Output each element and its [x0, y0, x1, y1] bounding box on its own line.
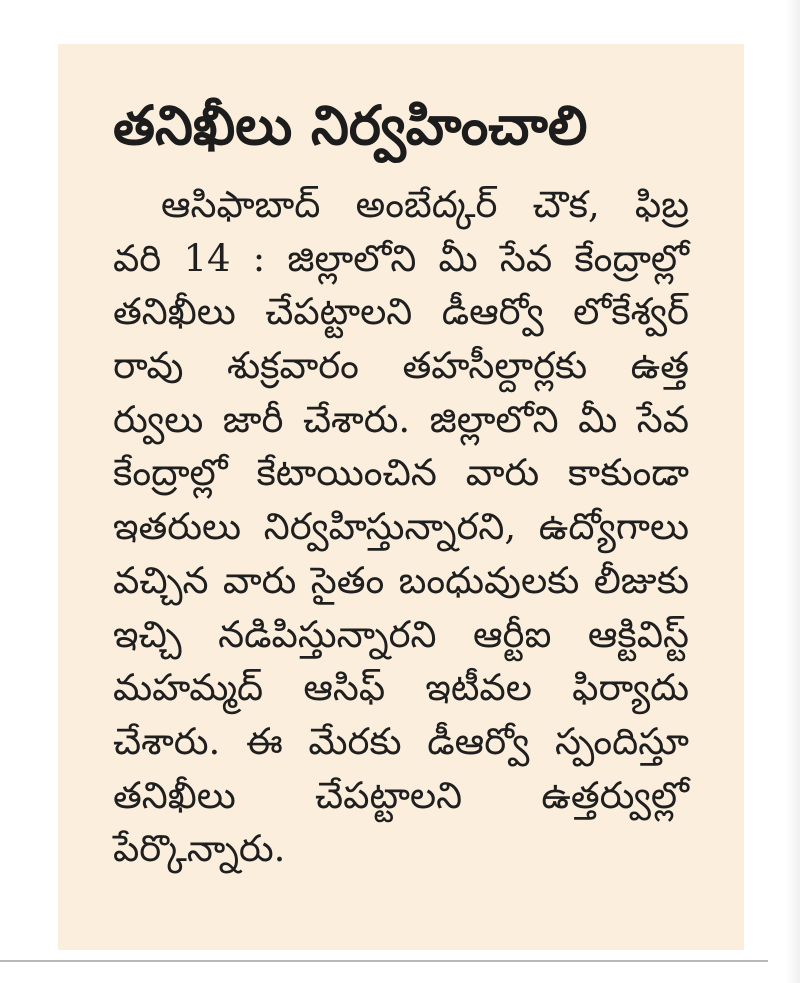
article-line: పేర్కొన్నారు. [113, 827, 286, 871]
bottom-divider [0, 960, 768, 962]
page-edge-shadow [786, 0, 800, 983]
article-line: వరి 14 : జిల్లాలోని మీ సేవ కేంద్రాల్లో [113, 236, 689, 280]
article-headline: తనిఖీలు నిర్వహించాలి [113, 94, 588, 157]
article-line: కేంద్రాల్లో కేటాయించిన వారు కాకుండా [113, 451, 689, 495]
article-line: ఆసిఫాబాద్ అంబేద్కర్ చౌక, ఫిబ్ర [161, 183, 689, 226]
article-line: మహమ్మద్ ఆసిఫ్ ఇటీవల ఫిర్యాదు [113, 666, 689, 710]
article-body [113, 178, 689, 876]
article-line: తనిఖీలు చేపట్టాలని డీఆర్వో లోకేశ్వర్ [113, 290, 689, 334]
article-line: తనిఖీలు చేపట్టాలని ఉత్తర్వుల్లో [113, 773, 689, 817]
article-line: ఇతరులు నిర్వహిస్తున్నారని, ఉద్యోగాలు [113, 505, 689, 549]
newspaper-clipping [58, 44, 744, 950]
article-line: వచ్చిన వారు సైతం బంధువులకు లీజుకు [113, 558, 689, 602]
article-line: ర్వులు జారీ చేశారు. జిల్లాలోని మీ సేవ [113, 397, 689, 441]
article-line: ఇచ్చి నడిపిస్తున్నారని ఆర్టీఐ ఆక్టివిస్ట్ [113, 612, 689, 656]
article-line: రావు శుక్రవారం తహసీల్దార్లకు ఉత్త [113, 344, 689, 388]
article-line: చేశారు. ఈ మేరకు డీఆర్వో స్పందిస్తూ [113, 719, 689, 763]
